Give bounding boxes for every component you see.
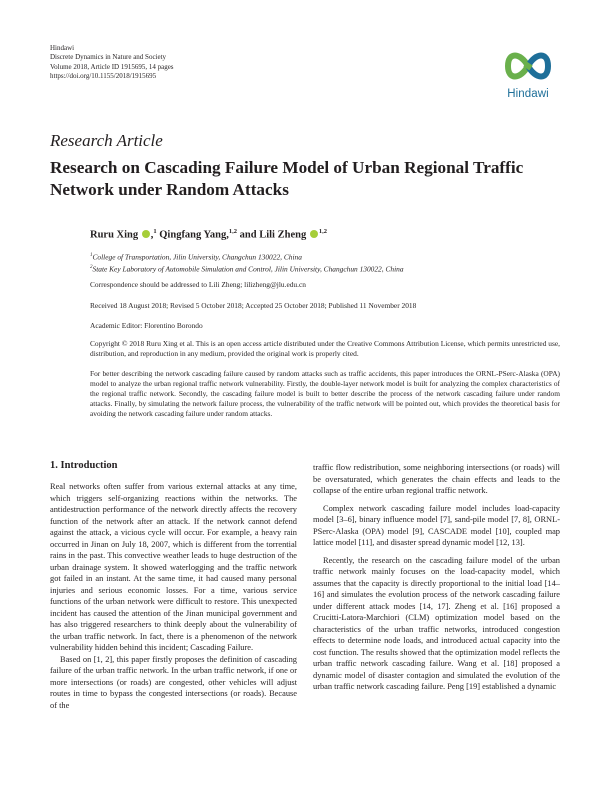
logo-text: Hindawi: [507, 88, 549, 100]
paragraph: traffic flow redistribution, some neighboring intersections (or roads) will be oversaturated, which generates the chain effects and leads to the collapse of the entire urban regional traffic network.: [313, 463, 560, 495]
hindawi-logo: [498, 44, 558, 102]
paragraph: Complex network cascading failure model includes load-capacity model [3–6], binary influence model [7], sand-pile model [7, 8], ORNL-PSerc-Alaska (OPA) model [9], CASCADE model [10], coupled map lattice model [11], and disaster spread dynamic model [12, 13].: [313, 503, 560, 547]
abstract: For better describing the network cascading failure caused by random attacks such as traffic accidents, this paper introduces the ORNL-PSerc-Alaska (OPA) model to analyze the urban regional traffic network vulnerability. Firstly, the double-layer network model is built for analyzing the complex characteristics of the regional traffic network. Secondly, the cascading failure model is built to better describe the process of the network cascading failure under random attacks. Finally, by simulating the network failure process, the vulnerability of the traffic network will be pointed out, which provides the theoretical basis for avoiding the network cascading failure under random attacks.: [90, 369, 560, 418]
affiliation-1: [90, 251, 302, 262]
copyright-notice: Copyright © 2018 Ruru Xing et al. This is an open access article distributed under the Creative Commons Attribution License, which permits unrestricted use, distribution, and reproduction in any medium, provided the original work is properly cited.: [90, 339, 560, 358]
paper-title: Research on Cascading Failure Model of Urban Regional Traffic Network under Random Attacks: [50, 158, 524, 199]
paragraph: Recently, the research on the cascading failure model of the urban traffic network mainly focuses on the load-capacity model, which assumes that the capacity is directly proportional to the initial load [14–16] and simulates the evolution process of the network cascading failure under different attack modes [14, 17]. Zheng et al. [16] proposed a Crucitti-Latora-Marchiori (CLM) optimization model based on the characteristics of the urban traffic networks, introduced congestion effects to determine node loads, and introduced actual capacity into the cost function. The results showed that the optimization model reflects the urban traffic network cascading failure. Wang et al. [18] proposed a dynamic model of disaster contagion and simulated the evolution of the urban traffic network cascading failure. Peng [19] established a dynamic: [313, 555, 560, 691]
volume-info: Volume 2018, Article ID 1915695, 14 pages: [50, 62, 174, 71]
affiliation-sup: 2: [90, 265, 93, 270]
author-name: Ruru Xing: [90, 229, 139, 241]
affiliation-2: [90, 263, 404, 274]
author-affiliation-sup: 1: [153, 228, 157, 235]
author-name: Qingfang Yang,: [159, 229, 229, 241]
correspondence: Correspondence should be addressed to Lili Zheng; lilizheng@jlu.edu.cn: [90, 280, 306, 289]
author-list: Ruru Xing ,$^1$ Qingfang Yang,$^{1,2}$ and Lili Zheng $^{1,2}$: [90, 228, 327, 241]
publisher-name: Hindawi: [50, 44, 75, 52]
journal-header: [50, 44, 174, 81]
author-affiliation-sup: 1,2: [318, 228, 327, 235]
paragraph: Based on [1, 2], this paper firstly proposes the definition of cascading failure of the urban traffic network. In the urban traffic network, if one or more intersections (or roads) are congested, other vehicles will adjust routes in time to bypass the congested intersections (or roads). Because of the: [50, 654, 297, 710]
paragraph: Real networks often suffer from various external attacks at any time, which triggers self-organizing reactions within the networks. The antidestruction performance of the network directly affects the recovery function of the network after an attack. If the network cannot defend against the attack, a vicious cycle will occur. For example, a heavy rain occurred in Jinan on July 18, 2007, which is different from the torrential rains in the past. This convective weather leads to huge destruction of the urban drainage system. It showed waterlogging and the traffic network got failed in an instant. At the same time, it had caused many personal injuries and serious economic losses. For a time, various service functions of the urban network were difficult to restore. This unexpected incident has caused the attention of the Jinan municipal government and has also triggered researchers to think deeply about the vulnerability of the urban traffic network. In fact, there is a phenomenon of the network vulnerability hidden behind this incident; Cascading Failure.: [50, 482, 297, 652]
academic-editor: Academic Editor: Florentino Borondo: [90, 321, 203, 330]
body-column-left: [50, 481, 297, 711]
hindawi-logo-icon: [498, 44, 558, 88]
affiliation-text: State Key Laboratory of Automobile Simulation and Control, Jilin University, Changchun 130022, China: [92, 264, 404, 274]
section-heading: 1. Introduction: [50, 460, 118, 471]
author-name: Lili Zheng: [259, 229, 307, 241]
orcid-icon[interactable]: [310, 230, 318, 238]
affiliation-sup: 1: [90, 253, 93, 258]
body-column-right: [313, 462, 560, 693]
publication-dates: Received 18 August 2018; Revised 5 October 2018; Accepted 25 October 2018; Published 11 November 2018: [90, 301, 417, 310]
journal-name: Discrete Dynamics in Nature and Society: [50, 53, 167, 62]
author-affiliation-sup: 1,2: [228, 228, 238, 235]
doi-link[interactable]: https://doi.org/10.1155/2018/1915695: [50, 71, 157, 80]
article-type: Research Article: [50, 131, 163, 150]
affiliation-text: College of Transportation, Jilin University, Changchun 130022, China: [92, 252, 302, 262]
author-conjunction: and: [239, 229, 257, 241]
orcid-icon[interactable]: [142, 230, 150, 238]
